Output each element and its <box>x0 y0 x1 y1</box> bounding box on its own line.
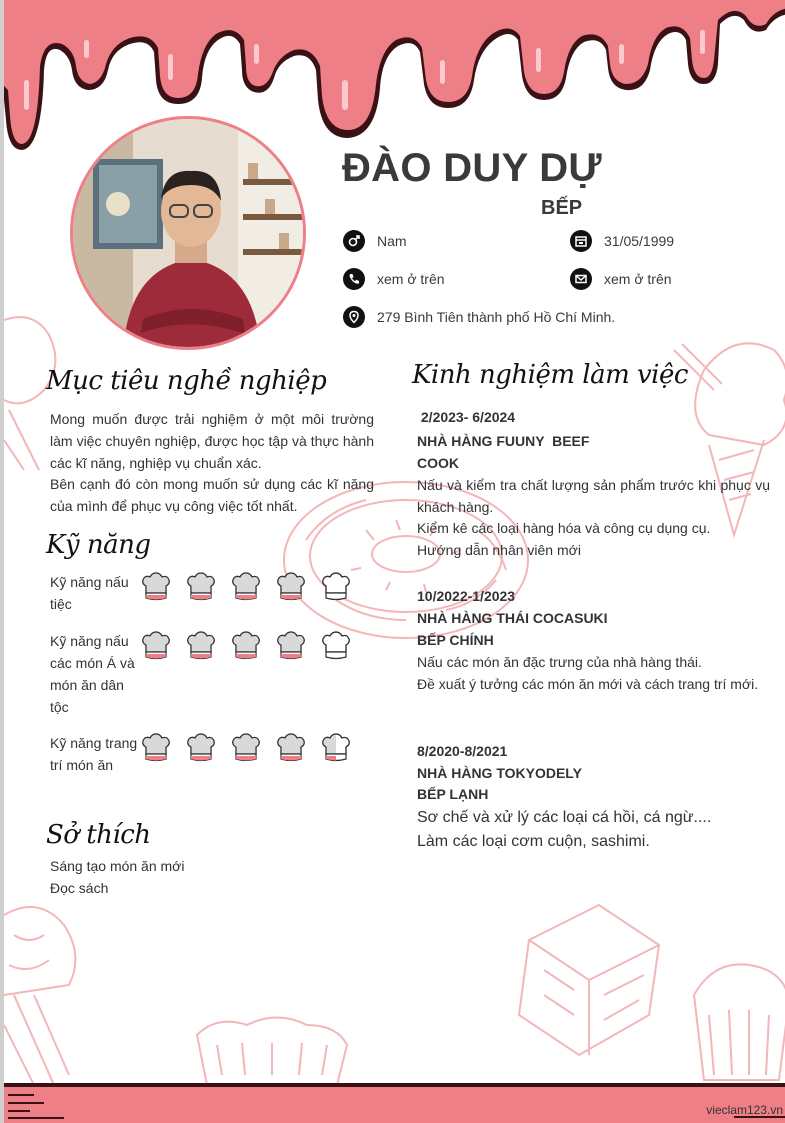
cupcake-illustration-bottom-right <box>684 955 785 1085</box>
location-pin-icon <box>343 306 365 328</box>
experience-title: Kinh nghiệm làm việc <box>412 360 688 390</box>
chef-hat-icon <box>185 571 217 603</box>
skill-rating-3 <box>140 732 352 764</box>
chef-hat-icon <box>275 732 307 764</box>
exp-1-company: NHÀ HÀNG FUUNY BEEF <box>417 433 590 449</box>
exp-2-date: 10/2022-1/2023 <box>417 588 516 604</box>
hobbies-title: Sở thích <box>46 820 151 850</box>
job-title: BẾP <box>541 197 583 219</box>
chef-hat-icon <box>140 571 172 603</box>
mail-icon <box>570 268 592 290</box>
address-value: 279 Bình Tiên thành phố Hồ Chí Minh. <box>377 309 616 325</box>
address-info <box>343 306 615 328</box>
objective-text-1: Mong muốn được trải nghiệm ở một môi trường làm việc chuyên nghiệp, được học tập và thực hành các kĩ năng, nghiệp vụ chuẩn xác. <box>50 411 374 471</box>
hobby-item-1: Sáng tạo món ăn mới <box>50 858 185 874</box>
skill-label-2: Kỹ năng nấu các món Á và món ăn dân tộc <box>50 633 135 715</box>
cupcake-illustration-bottom-center <box>192 1015 352 1085</box>
chef-hat-icon <box>275 571 307 603</box>
chef-hat-icon <box>320 732 352 764</box>
exp-2-task-2: Đề xuất ý tưởng các món ăn mới và cách trang trí mới. <box>417 676 759 692</box>
exp-3-task-1: Sơ chế và xử lý các loại cá hồi, cá ngừ.... <box>417 809 712 826</box>
footer-band <box>4 1083 785 1123</box>
gender-value: Nam <box>377 233 407 249</box>
chef-hat-icon <box>320 630 352 662</box>
chef-hat-icon <box>185 732 217 764</box>
exp-1-position: COOK <box>417 455 459 471</box>
cake-slice-illustration <box>509 900 669 1060</box>
birthday-value: 31/05/1999 <box>604 233 675 249</box>
exp-2-company: NHÀ HÀNG THÁI COCASUKI <box>417 610 608 626</box>
email-info <box>570 268 672 290</box>
exp-3-position: BẾP LẠNH <box>417 786 489 802</box>
phone-icon <box>343 268 365 290</box>
exp-2-task-1: Nấu các món ăn đặc trưng của nhà hàng thái. <box>417 654 702 670</box>
skills-title: Kỹ năng <box>46 530 151 560</box>
exp-1-task-1: Nấu và kiểm tra chất lượng sản phẩm trước khi phục vụ khách hàng. <box>417 477 770 515</box>
phone-info <box>343 268 445 290</box>
person-photo-illustration <box>73 119 306 350</box>
skill-label-3: Kỹ năng trang trí món ăn <box>50 735 138 773</box>
calendar-icon <box>570 230 592 252</box>
objective-title: Mục tiêu nghề nghiệp <box>46 366 327 396</box>
hobby-item-2: Đọc sách <box>50 880 109 896</box>
exp-2-position: BẾP CHÍNH <box>417 632 494 648</box>
footer-brand: vieclam123.vn <box>706 1103 783 1117</box>
objective-text-2: Bên cạnh đó còn mong muốn sử dụng các kĩ năng của mình để phục vụ công việc tốt nhất. <box>50 476 374 514</box>
gender-info <box>343 230 407 252</box>
exp-1-date: 2/2023- 6/2024 <box>417 409 516 425</box>
candidate-name: ĐÀO DUY DỰ <box>342 146 602 190</box>
chef-hat-icon <box>320 571 352 603</box>
skill-rating-2 <box>140 630 352 662</box>
chef-hat-icon <box>185 630 217 662</box>
exp-1-task-3: Hướng dẫn nhân viên mới <box>417 542 581 558</box>
gender-icon <box>343 230 365 252</box>
chef-hat-icon <box>230 571 262 603</box>
chef-hat-icon <box>140 732 172 764</box>
phone-value: xem ở trên <box>377 271 445 287</box>
chef-hat-icon <box>275 630 307 662</box>
exp-3-task-2: Làm các loại cơm cuộn, sashimi. <box>417 833 650 850</box>
skill-rating-1 <box>140 571 352 603</box>
icecream-cone-bottom-left <box>4 895 94 1085</box>
exp-3-company: NHÀ HÀNG TOKYODELY <box>417 765 582 781</box>
chef-hat-icon <box>230 630 262 662</box>
exp-1-task-2: Kiểm kê các loại hàng hóa và công cụ dụng cụ. <box>417 520 711 536</box>
chef-hat-icon <box>140 630 172 662</box>
chef-hat-icon <box>230 732 262 764</box>
email-value: xem ở trên <box>604 271 672 287</box>
skill-label-1: Kỹ năng nấu tiệc <box>50 574 129 612</box>
birthday-info <box>570 230 674 252</box>
exp-3-date: 8/2020-8/2021 <box>417 743 508 759</box>
avatar <box>70 116 306 350</box>
